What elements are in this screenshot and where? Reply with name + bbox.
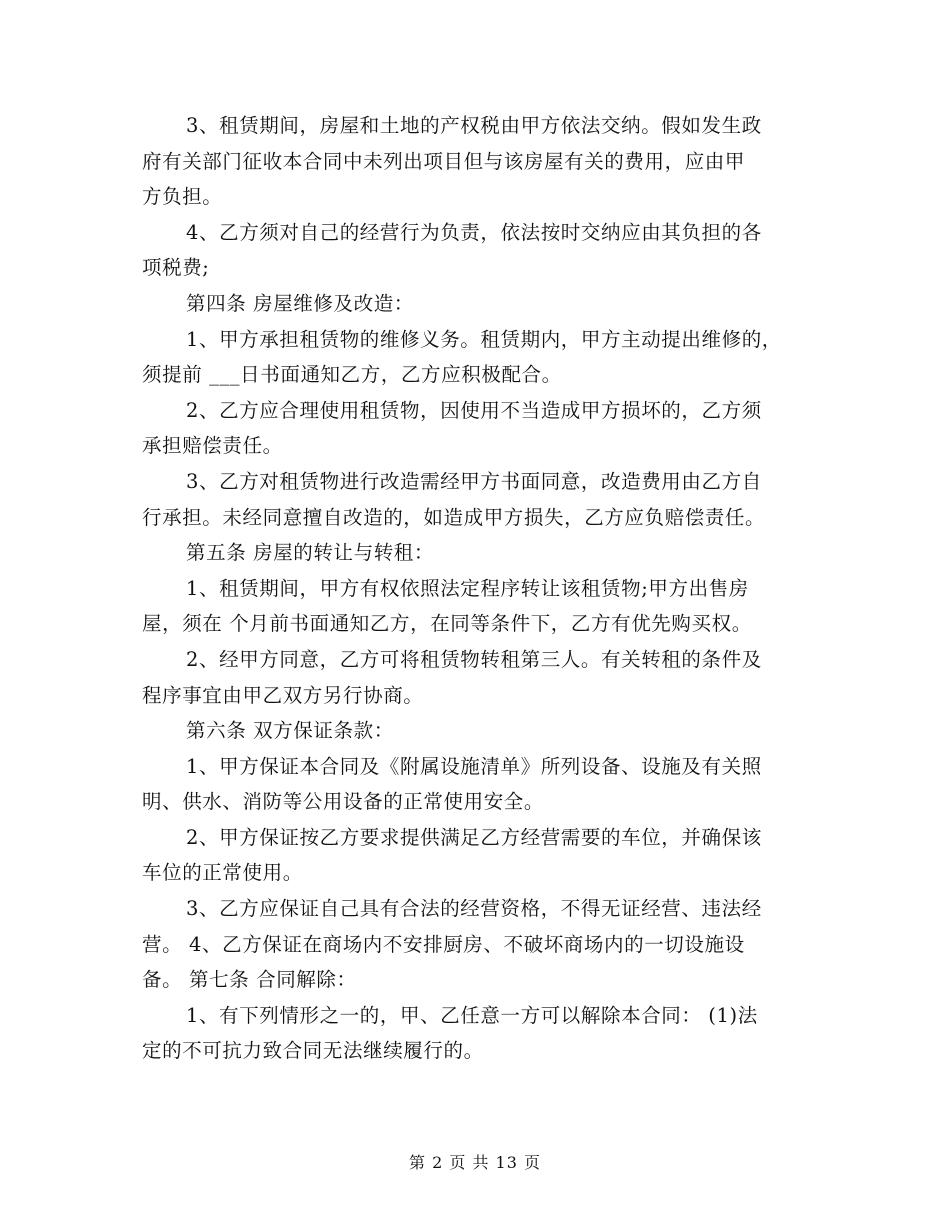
text-line: 府有关部门征收本合同中未列出项目但与该房屋有关的费用，应由甲 bbox=[142, 149, 746, 173]
text-line: 承担赔偿责任。 bbox=[142, 434, 283, 458]
text-line: 屋，须在 个月前书面通知乙方，在同等条件下，乙方有优先购买权。 bbox=[142, 612, 752, 636]
text-line: 4、乙方须对自己的经营行为负责，依法按时交纳应由其负担的各 bbox=[186, 220, 762, 244]
text-line: 2、经甲方同意，乙方可将租赁物转租第三人。有关转租的条件及 bbox=[186, 647, 762, 671]
text-line: 程序事宜由甲乙双方另行协商。 bbox=[142, 683, 424, 707]
section-heading: 第四条 房屋维修及改造： bbox=[186, 291, 414, 315]
text-line: 1、租赁期间，甲方有权依照法定程序转让该租赁物;甲方出售房 bbox=[186, 576, 749, 600]
text-line: 3、乙方对租赁物进行改造需经甲方书面同意，改造费用由乙方自 bbox=[186, 469, 762, 493]
text-line: 1、有下列情形之一的，甲、乙任意一方可以解除本合同： (1)法 bbox=[186, 1003, 758, 1027]
text-line: 车位的正常使用。 bbox=[142, 861, 303, 885]
document-body bbox=[142, 108, 814, 1069]
text-line: 备。 第七条 合同解除： bbox=[142, 968, 357, 992]
text-line: 3、乙方应保证自己具有合法的经营资格，不得无证经营、违法经 bbox=[186, 897, 762, 921]
text-line: 2、甲方保证按乙方要求提供满足乙方经营需要的车位，并确保该 bbox=[186, 825, 762, 849]
text-line: 2、乙方应合理使用租赁物，因使用不当造成甲方损坏的，乙方须 bbox=[186, 398, 762, 422]
text-line: 项税费; bbox=[142, 256, 210, 280]
text-line: 方负担。 bbox=[142, 185, 223, 209]
text-line: 须提前 ___日书面通知乙方，乙方应积极配合。 bbox=[142, 363, 562, 387]
text-line: 1、甲方承担租赁物的维修义务。租赁期内，甲方主动提出维修的， bbox=[186, 327, 782, 351]
text-line: 定的不可抗力致合同无法继续履行的。 bbox=[142, 1039, 484, 1063]
section-heading: 第五条 房屋的转让与转租： bbox=[186, 541, 434, 565]
text-line: 行承担。未经同意擅自改造的，如造成甲方损失，乙方应负赔偿责任。 bbox=[142, 505, 766, 529]
text-line: 明、供水、消防等公用设备的正常使用安全。 bbox=[142, 790, 545, 814]
section-heading: 第六条 双方保证条款： bbox=[186, 719, 394, 743]
page-number-footer: 第 2 页 共 13 页 bbox=[409, 1153, 541, 1172]
text-line: 1、甲方保证本合同及《附属设施清单》所列设备、设施及有关照 bbox=[186, 754, 762, 778]
text-line: 营。 4、乙方保证在商场内不安排厨房、不破坏商场内的一切设施设 bbox=[142, 932, 745, 956]
text-line: 3、租赁期间，房屋和土地的产权税由甲方依法交纳。假如发生政 bbox=[186, 114, 762, 137]
